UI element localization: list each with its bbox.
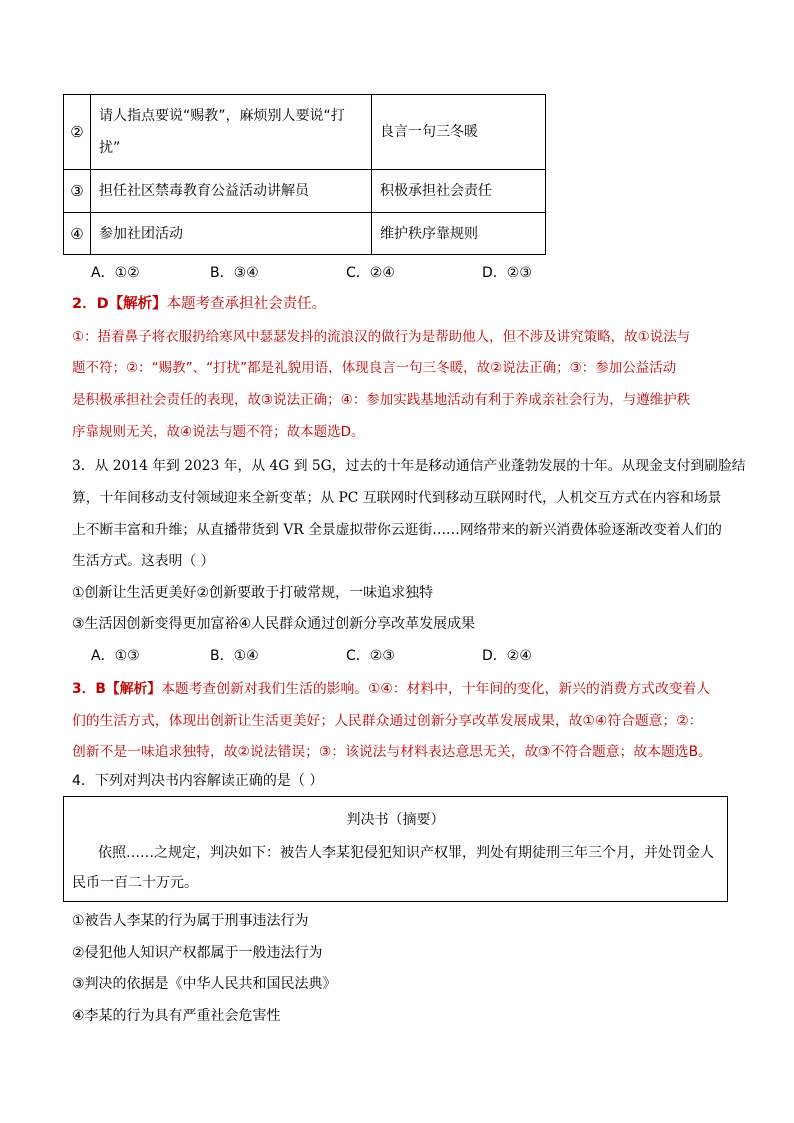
matching-table xyxy=(63,94,546,255)
row-number: ③ xyxy=(64,170,91,213)
answer-label: 2．D【解析】 xyxy=(72,296,167,312)
q4-stem: 4．下列对判决书内容解读正确的是（ ） xyxy=(72,773,324,789)
q3-answer-line xyxy=(72,679,710,699)
row-principle: 维护秩序靠规则 xyxy=(372,213,546,255)
option-b[interactable]: B．③④ xyxy=(210,265,259,281)
q2-answer-line xyxy=(72,294,326,314)
row-content xyxy=(91,95,372,170)
option-a[interactable]: A．①② xyxy=(91,265,140,281)
analysis-line: 题不符；②：“赐教”、“打扰”都是礼貌用语，体现良言一句三冬暖，故②说法正确；③：参加公益活动 xyxy=(72,360,677,376)
analysis-line: 们的生活方式，体现出创新让生活更美好；人民群众通过创新分享改革发展成果，故①④符合题意；②： xyxy=(72,713,703,729)
row-content: 担任社区禁毒教育公益活动讲解员 xyxy=(91,170,372,213)
analysis-text: 本题考查创新对我们生活的影响。①④：材料中，十年间的变化，新兴的消费方式改变着人 xyxy=(161,681,711,697)
q3-stem-line: 算，十年间移动支付领域迎来全新变革；从 PC 互联网时代到移动互联网时代，人机交互方式在内容和场景 xyxy=(72,490,722,506)
analysis-line: 创新不是一味追求独特，故②说法错误；③：该说法与材料表达意思无关，故③不符合题意；故本题选B。 xyxy=(72,744,712,760)
option-d[interactable]: D．②③ xyxy=(482,265,532,281)
q4-statement-line: ③判决的依据是《中华人民共和国民法典》 xyxy=(72,976,337,992)
q2-options xyxy=(91,262,532,282)
option-d[interactable]: D．②④ xyxy=(482,648,532,664)
table-row xyxy=(64,170,546,213)
q3-stem-line: 生活方式。这表明（ ） xyxy=(72,553,215,569)
answer-label: 3．B【解析】 xyxy=(72,681,162,697)
q3-statement-line: ①创新让生活更美好②创新要敢于打破常规，一味追求独特 xyxy=(72,585,434,601)
option-a[interactable]: A．①③ xyxy=(91,648,140,664)
option-b[interactable]: B．①④ xyxy=(210,648,259,664)
row-principle: 良言一句三冬暖 xyxy=(372,95,546,170)
q3-options xyxy=(91,645,532,665)
verdict-text-line: 民币一百二十万元。 xyxy=(72,875,198,891)
q4-statement-line: ④李某的行为具有严重社会危害性 xyxy=(72,1008,281,1024)
row-content: 参加社团活动 xyxy=(91,213,372,255)
q4-statement-line: ②侵犯他人知识产权都属于一般违法行为 xyxy=(72,945,323,961)
answer-topic: 本题考查承担社会责任。 xyxy=(166,296,327,312)
row-number: ② xyxy=(64,95,91,170)
analysis-line: 是积极承担社会责任的表现，故③说法正确；④：参加实践基地活动有利于养成亲社会行为，与遵维护秩 xyxy=(72,392,691,408)
option-c[interactable]: C．②④ xyxy=(346,265,395,281)
verdict-text-line: 依照……之规定，判决如下：被告人李某犯侵犯知识产权罪，判处有期徒刑三年三个月，并处罚金人 xyxy=(98,845,714,861)
row-content-line: 扰” xyxy=(99,140,121,156)
table-row xyxy=(64,213,546,255)
q3-stem-line: 上不断丰富和升维；从直播带货到 VR 全景虚拟带你云逛街……网络带来的新兴消费体验逐渐改变着人们的 xyxy=(72,522,722,538)
row-number: ④ xyxy=(64,213,91,255)
analysis-line: 序靠规则无关，故④说法与题不符；故本题选D。 xyxy=(72,424,365,440)
row-content-line: 请人指点要说“赐教”，麻烦别人要说“打 xyxy=(99,108,345,124)
option-c[interactable]: C．②③ xyxy=(346,648,395,664)
verdict-title: 判决书（摘要） xyxy=(346,812,445,828)
q3-stem-line: 3．从 2014 年到 2023 年，从 4G 到 5G，过去的十年是移动通信产业蓬勃发展的十年。从现金支付到刷脸结 xyxy=(72,458,746,474)
q4-statement-line: ①被告人李某的行为属于刑事违法行为 xyxy=(72,913,309,929)
q3-statement-line: ③生活因创新变得更加富裕④人民群众通过创新分享改革发展成果 xyxy=(72,616,476,632)
table-row xyxy=(64,95,546,170)
analysis-line: ①：捂着鼻子将衣服扔给寒风中瑟瑟发抖的流浪汉的做行为是帮助他人，但不涉及讲究策略，故①说法与 xyxy=(72,329,691,345)
row-principle: 积极承担社会责任 xyxy=(372,170,546,213)
verdict-box xyxy=(63,796,728,902)
